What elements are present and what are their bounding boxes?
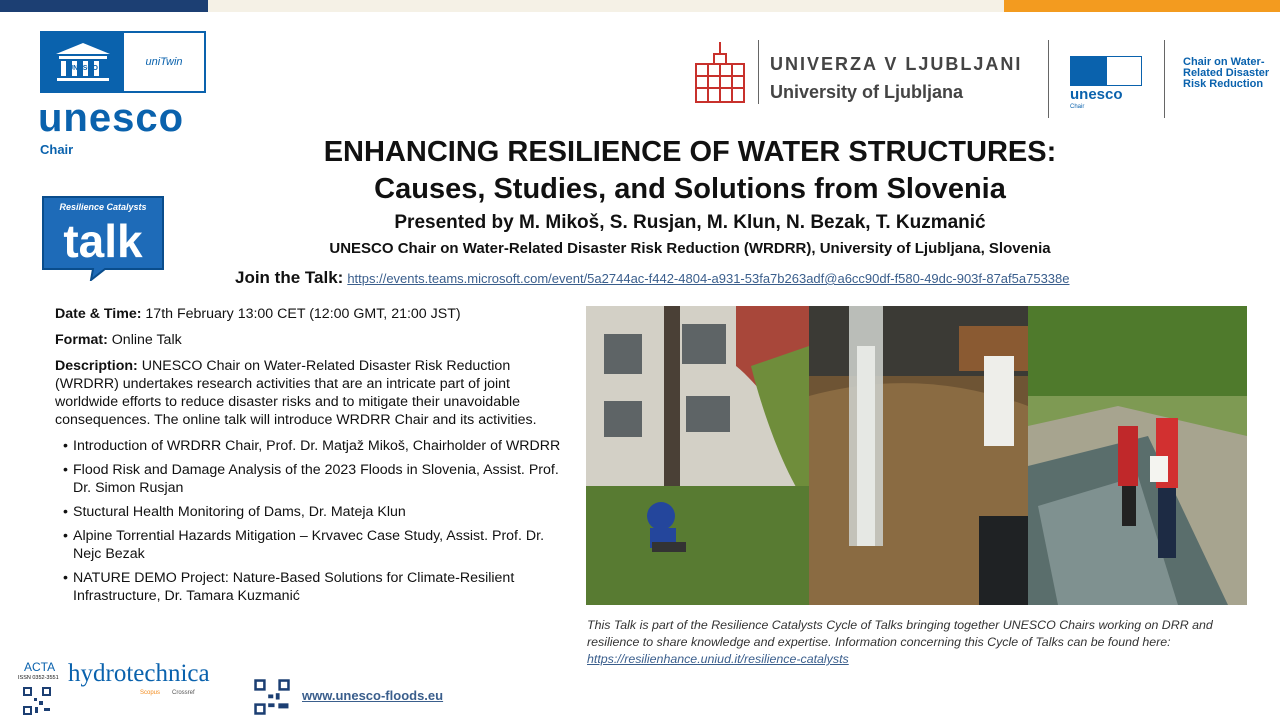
small-unesco-wordmark: unesco [1070, 86, 1123, 103]
resilience-catalysts-link[interactable]: https://resilienhance.uniud.it/resilience-catalysts [587, 652, 849, 666]
building-photo [586, 306, 809, 605]
crossref-label: Crossref [172, 690, 195, 696]
university-name-english: University of Ljubljana [770, 82, 964, 102]
header-divider [1164, 40, 1165, 118]
list-item: • Introduction of WRDRR Chair, Prof. Dr. Matjaž Mikoš, Chairholder of WRDRR [65, 437, 567, 455]
qr-code-icon [253, 678, 291, 716]
photo-collage [586, 306, 1247, 605]
format: Format: Online Talk [55, 332, 182, 348]
header-divider [758, 40, 759, 104]
unesco-unitwin-logo [40, 31, 206, 93]
join-label: Join the Talk: [235, 268, 344, 287]
unesco-wordmark: unesco [38, 96, 185, 140]
cycle-caption: This Talk is part of the Resilience Catalysts Cycle of Talks bringing together UNESCO Chairs working on DRR and resilience to share knowledge and expertise. Information concerning this Cycle of Talks can be found here: https://resilienhance.uniud.it/resilience-catalysts [587, 618, 1213, 666]
title-line-2: Causes, Studies, and Solutions from Slovenia [374, 173, 1006, 205]
talk-agenda-list [55, 437, 567, 605]
scopus-label: Scopus [140, 690, 161, 696]
date-time: Date & Time: 17th February 13:00 CET (12:00 GMT, 21:00 JST) [55, 306, 461, 322]
svg-text:Resilience Catalysts: Resilience Catalysts [59, 202, 147, 212]
list-item: • Flood Risk and Damage Analysis of the 2023 Floods in Slovenia, Assist. Prof. Dr. Simon Rusjan [65, 461, 567, 497]
list-item: • Stuctural Health Monitoring of Dams, Dr. Mateja Klun [65, 503, 567, 521]
svg-text:UNESCO: UNESCO [68, 65, 98, 72]
title-line-1: ENHANCING RESILIENCE OF WATER STRUCTURES: [323, 136, 1057, 168]
qr-code-icon [22, 686, 52, 716]
acta-label: ACTA [24, 660, 56, 674]
list-item: • NATURE DEMO Project: Nature-Based Solutions for Climate-Resilient Infrastructure, Dr. Tamara Kuzmanić [65, 569, 567, 605]
unesco-temple-icon [53, 40, 113, 84]
join-talk [235, 268, 1070, 288]
small-unesco-logo [1070, 56, 1142, 86]
issn-label: ISSN 0352-3551 [18, 675, 59, 681]
join-link[interactable]: https://events.teams.microsoft.com/event/5a2744ac-f442-4804-a931-53fa7b263adf@a6cc90df-f580-49dc-903f-87af5a75338e [347, 271, 1070, 286]
talk-details [55, 305, 567, 611]
presenters: Presented by M. Mikoš, S. Rusjan, M. Klun, N. Bezak, T. Kuzmanić [394, 212, 986, 233]
header-divider [1048, 40, 1049, 118]
chair-logo-text: Chair on Water-Related Disaster Risk Reduction [1183, 56, 1270, 90]
description: Description: UNESCO Chair on Water-Related Disaster Risk Reduction (WRDRR) undertakes research activities that are an intricate part of joint worldwide efforts to reduce disaster risks and to mitigate their unavoidable consequences. The online talk will introduce WRDRR Chair and its activities. [55, 358, 537, 428]
hydrotechnica-logo: hydrotechnica [68, 660, 210, 687]
small-unesco-chair-label: Chair [1070, 104, 1085, 110]
river-measurement-photo [1028, 306, 1247, 605]
university-building-icon [692, 40, 748, 104]
unesco-chair-label: Chair [40, 142, 74, 157]
university-name-slovene: UNIVERZA V LJUBLJANI [770, 54, 1023, 74]
svg-text:talk: talk [63, 215, 143, 267]
resilience-catalysts-talk-logo [39, 193, 167, 281]
top-color-bar [0, 0, 1280, 12]
website-link[interactable]: www.unesco-floods.eu [302, 688, 444, 703]
soil-sample-photo [809, 306, 1028, 605]
unitwin-label: uniTwin [145, 56, 183, 68]
affiliation: UNESCO Chair on Water-Related Disaster Risk Reduction (WRDRR), University of Ljubljana, Slovenia [329, 240, 1051, 257]
list-item: • Alpine Torrential Hazards Mitigation – Krvavec Case Study, Assist. Prof. Dr. Nejc Bezak [65, 527, 567, 563]
